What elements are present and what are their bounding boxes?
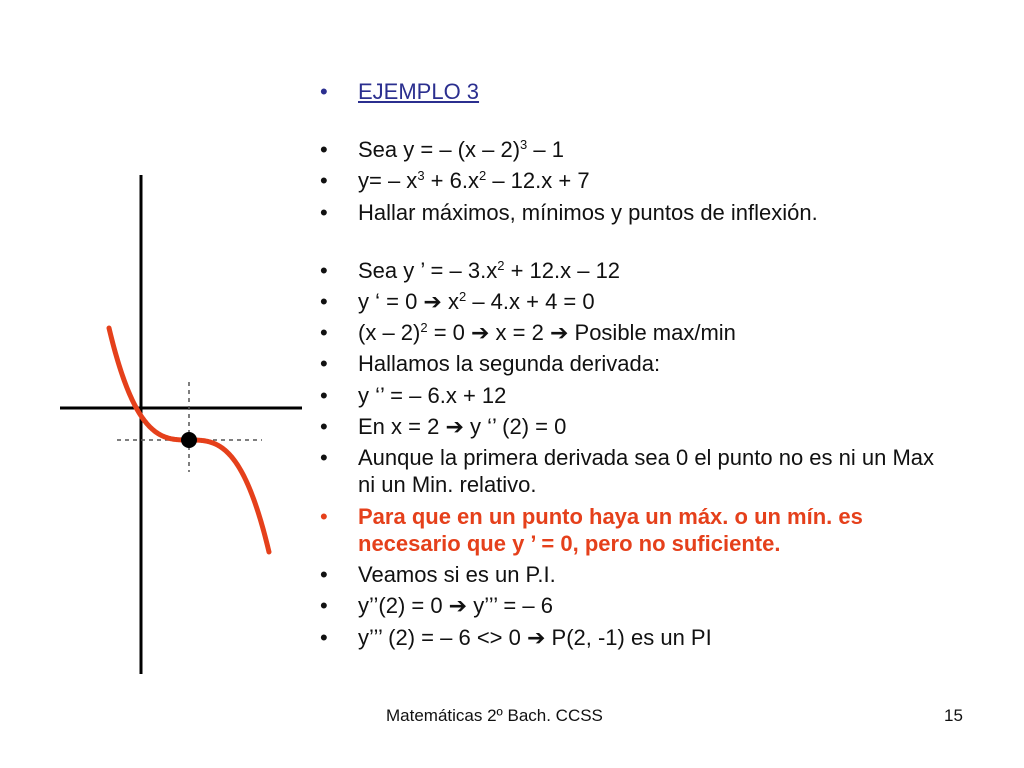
- bullet-dot-icon: •: [320, 137, 328, 162]
- bullet-dot-icon: •: [320, 503, 328, 529]
- superscript: 3: [520, 137, 528, 152]
- bullet-dot-icon: •: [320, 414, 328, 440]
- bullet-dot-icon: •: [320, 288, 328, 314]
- bullet-item: [316, 592, 956, 619]
- bullet-item: [316, 624, 956, 651]
- bullet-item: [316, 561, 956, 588]
- bullet-text: En x = 2 ➔ y ‘’ (2) = 0: [358, 414, 567, 440]
- bullet-dot-icon: •: [320, 624, 328, 650]
- superscript: 2: [497, 257, 505, 273]
- bullet-text: [358, 320, 736, 345]
- bullet-dot-icon: •: [320, 445, 328, 471]
- superscript: 2: [420, 320, 428, 336]
- bullet-dot-icon: •: [320, 199, 328, 225]
- bullet-dot-icon: •: [320, 351, 328, 377]
- bullet-text: Para que en un punto haya un máx. o un mín. es necesario que y ’ = 0, pero no suficiente.: [358, 503, 863, 556]
- bullet-text: [358, 289, 595, 314]
- highlighted-bullet-item: [316, 503, 956, 557]
- bullet-item: [316, 413, 956, 440]
- bullet-text: Hallamos la segunda derivada:: [358, 351, 661, 377]
- bullet-dot-icon: •: [320, 257, 328, 283]
- superscript: 2: [458, 288, 467, 304]
- bullet-list: [316, 78, 956, 655]
- text-run: Sea y = – (x – 2): [358, 137, 521, 162]
- bullet-dot-icon: •: [320, 79, 328, 104]
- bullet-item: [316, 444, 956, 498]
- bullet-text: EJEMPLO 3: [358, 79, 480, 104]
- bullet-text: Aunque la primera derivada sea 0 el punto no es ni un Max ni un Min. relativo.: [358, 445, 935, 498]
- bullet-item: [316, 350, 956, 377]
- bullet-item: [316, 167, 956, 194]
- text-run: – 1: [527, 137, 564, 162]
- bullet-text: y ‘’ = – 6.x + 12: [358, 382, 507, 408]
- bullet-item: [316, 136, 956, 163]
- bullet-dot-icon: •: [320, 561, 328, 587]
- text-run: Sea y ’ = – 3.x: [358, 257, 498, 283]
- bullet-text: Veamos si es un P.I.: [358, 561, 556, 587]
- footer-title: Matemáticas 2º Bach. CCSS: [386, 706, 603, 725]
- inflection-point-marker: [181, 432, 197, 448]
- bullet-item: [316, 257, 956, 284]
- bullet-text: Hallar máximos, mínimos y puntos de inflexión.: [358, 199, 818, 225]
- bullet-dot-icon: •: [320, 382, 328, 408]
- superscript: 3: [417, 168, 425, 184]
- bullet-item: [316, 199, 956, 226]
- bullet-text: [358, 258, 620, 283]
- bullet-text: y’’(2) = 0 ➔ y’’’ = – 6: [358, 593, 553, 619]
- bullet-text: [358, 137, 564, 162]
- slide-title: [316, 78, 956, 105]
- text-run: y ‘ = 0 ➔ x: [358, 288, 459, 314]
- text-run: – 4.x + 4 = 0: [466, 288, 595, 314]
- bullet-dot-icon: •: [320, 168, 328, 194]
- text-run: + 12.x – 12: [504, 257, 621, 283]
- text-run: (x – 2): [358, 320, 421, 346]
- bullet-dot-icon: •: [320, 593, 328, 619]
- page-number: 15: [944, 706, 963, 725]
- bullet-dot-icon: •: [320, 320, 328, 346]
- text-run: – 12.x + 7: [486, 168, 590, 194]
- bullet-item: [316, 288, 956, 315]
- bullet-text: [358, 168, 590, 193]
- bullet-item: [316, 319, 956, 346]
- text-run: = 0 ➔ x = 2 ➔ Posible max/min: [427, 320, 736, 346]
- text-run: y= – x: [358, 168, 418, 194]
- text-run: + 6.x: [424, 168, 479, 194]
- superscript: 2: [478, 168, 487, 184]
- bullet-item: [316, 382, 956, 409]
- bullet-text: y’’’ (2) = – 6 <> 0 ➔ P(2, -1) es un PI: [358, 624, 712, 650]
